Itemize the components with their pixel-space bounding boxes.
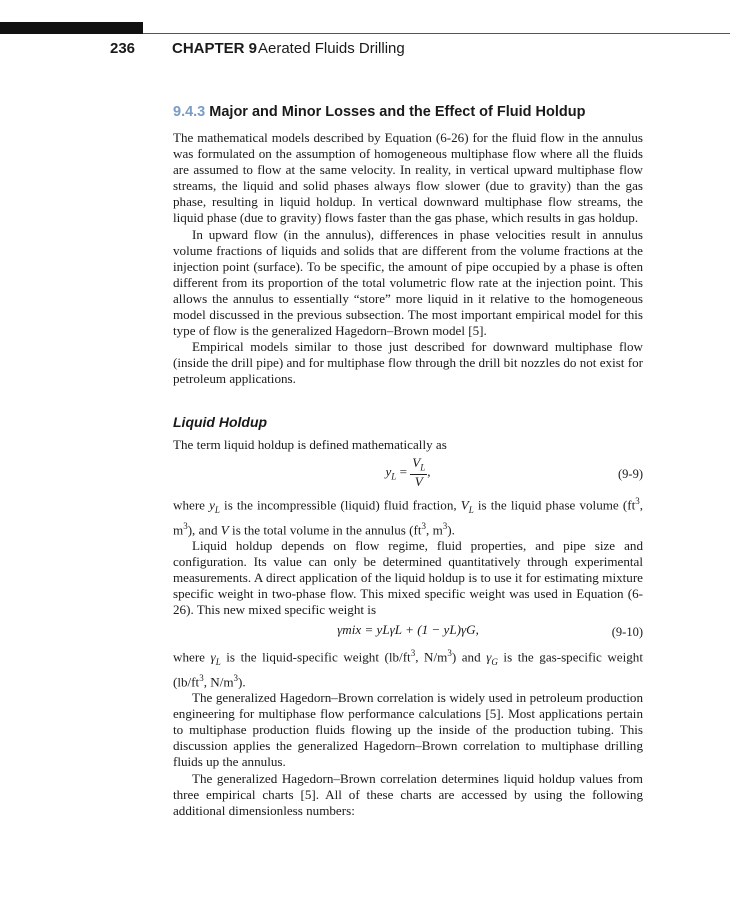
paragraph: where $y_L$ is the incompressible (liquid) fluid fraction, $V_L$ is the liquid phase volume ($ft^3$, $m^3$), and V is the total volume in the annulus ($ft^3$, $m^3$). (173, 495, 643, 538)
subsection-heading: Liquid Holdup (173, 413, 268, 430)
eq-symbol: y (385, 463, 392, 479)
paragraph: The generalized Hagedorn–Brown correlation is widely used in petroleum production engineering for multiphase flow performance calculations [5]. Most applications pertain to multiphase production fluids flowing up the inside of the production tubing. This discussion applies the generalized Hagedorn–Brown correlation to multiphase drilling fluids up the annulus. (173, 690, 643, 770)
eq-operator: = (399, 463, 407, 479)
paragraph: Empirical models similar to those just described for downward multiphase flow (inside the drill pipe) and for multiphase flow through the drill bit nozzles do not exist for petroleum applications. (173, 339, 643, 387)
paragraph: where $\gamma_L$ is the liquid-specific weight ($lb/ft^3$, $N/m^3$) and $\gamma_G$ is the gas-specific weight ($lb/ft^3$, $N/m^3$). (173, 647, 643, 689)
paragraph: In upward flow (in the annulus), differences in phase velocities result in annulus volume fractions of liquids and solids that are different from the volume fractions at the injection point (surface). To be specific, the amount of pipe occupied by a phase is often different from its proportion of the total volumetric flow rate at the injection point. This allows the annulus to essentially “store” more liquid in it relative to the homogeneous model discussed in the previous subsection. The most important empirical model for this type of flow is the generalized Hagedorn–Brown model [5]. (173, 226, 643, 339)
paragraph: The mathematical models described by Equation (6-26) for the fluid flow in the annulus was formulated on the assumption of homogeneous multiphase flow where all the fluids are assumed to flow at the same velocity. In reality, in vertical upward multiphase flow streams, the liquid and solid phases always flow slower (due to gravity) than the gas phase, resulting in liquid holdup. In vertical downward multiphase flow streams, the liquid phase (due to gravity) flows faster than the gas phase, which results in gas holdup. (173, 130, 643, 226)
page-number: 236 (110, 40, 136, 57)
running-header (0, 40, 730, 60)
header-rule-line (143, 33, 730, 34)
equation-body: γmix = yLγL + (1 − yL)γG, (337, 621, 479, 637)
equation-9-10 (173, 622, 643, 644)
section-number: 9.4.3 (173, 104, 206, 120)
equation-9-9 (173, 456, 643, 490)
equation-number: (9-9) (618, 466, 643, 481)
section-heading (173, 103, 643, 121)
eq-subscript: L (391, 471, 397, 482)
paragraph: The generalized Hagedorn–Brown correlation determines liquid holdup values from three empirical charts [5]. All of these charts are accessed by using the following additional dimensionless numbers: (173, 770, 643, 818)
eq-denominator: V (414, 474, 423, 490)
equation-body (173, 456, 643, 490)
paragraph: The term liquid holdup is defined mathematically as (173, 436, 447, 452)
header-rule-block (0, 22, 143, 34)
eq-numerator: $V_L$ (410, 456, 427, 476)
page-body (173, 103, 643, 819)
section-title: Major and Minor Losses and the Effect of Fluid Holdup (209, 104, 586, 120)
paragraph: Liquid holdup depends on flow regime, fluid properties, and pipe size and configuration. Its value can only be determined quantitatively through experimental measurements. A direct application of the liquid holdup is to use it for estimating mixture specific weight in two-phase flow. This mixed specific weight was used in Equation (6-26). This new mixed specific weight is (173, 538, 643, 618)
eq-fraction (410, 456, 427, 490)
equation-number: (9-10) (611, 624, 643, 639)
eq-punct: , (427, 463, 431, 479)
chapter-title: Aerated Fluids Drilling (258, 40, 405, 57)
chapter-label: CHAPTER 9 (172, 40, 258, 57)
